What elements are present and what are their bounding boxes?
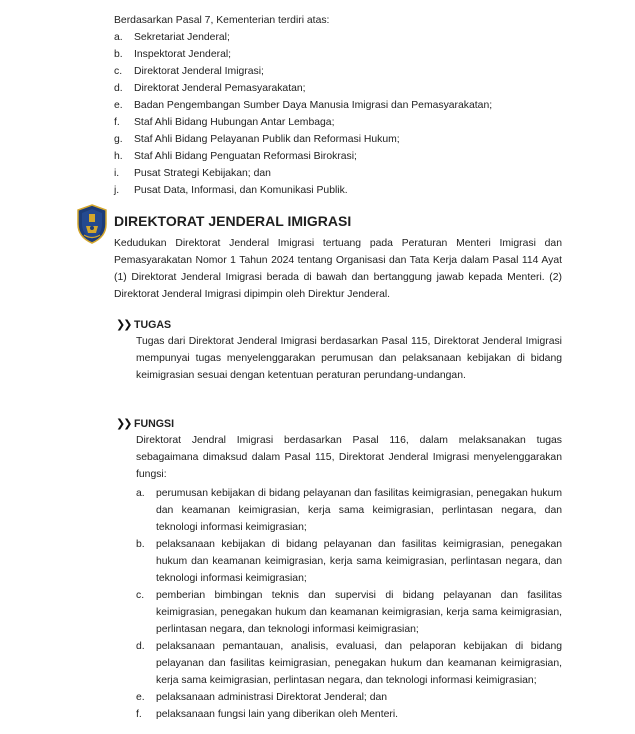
fungsi-block [136,432,562,723]
double-chevron-icon: ❯❯ [116,418,131,430]
fungsi-heading: ❯❯ FUNGSI [116,417,175,430]
intro-block [114,12,492,199]
organization-list [114,29,492,199]
section-description: Kedudukan Direktorat Jenderal Imigrasi tertuang pada Peraturan Menteri Imigrasi dan Pemasyarakatan Nomor 1 Tahun 2024 tentang Organisasi dan Tata Kerja dalam Pasal 114 Ayat (1) Direktorat Jenderal Imigrasi berada di bawah dan bertanggung jawab kepada Menteri. (2) Direktorat Jenderal Imigrasi dipimpin oleh Direktur Jenderal. [114,238,562,300]
list-item: e. pelaksanaan administrasi Direktorat Jenderal; dan [136,692,388,703]
list-item: i. Pusat Strategi Kebijakan; dan [114,168,271,179]
tugas-text: Tugas dari Direktorat Jenderal Imigrasi berdasarkan Pasal 115, Direktorat Jenderal Imigrasi mempunyai tugas menyelenggarakan perumusan dan pelaksanaan kebijakan di bidang keimigrasian sesuai dengan ketentuan peraturan perundang-undangan. [136,336,562,381]
section-title: DIREKTORAT JENDERAL IMIGRASI [114,213,352,229]
tugas-heading: ❯❯ TUGAS [116,318,172,331]
list-item: e. Badan Pengembangan Sumber Daya Manusia Imigrasi dan Pemasyarakatan; [114,100,493,111]
immigration-emblem-icon [76,204,108,244]
list-item: b. Inspektorat Jenderal; [114,49,232,60]
fungsi-intro: Direktorat Jendral Imigrasi berdasarkan Pasal 116, dalam melaksanakan tugas sebagaimana dimaksud dalam Pasal 115, Direktorat Jenderal Imigrasi menyelenggarakan fungsi: [136,435,562,480]
list-item: d. pelaksanaan pemantauan, analisis, evaluasi, dan pelaporan kebijakan di bidang pelayanan dan fasilitas keimigrasian, penegakan hukum dan keamanan keimigrasian, kerja sama keimigrasian, perlintasan negara, dan teknologi informasi keimigrasian; [136,641,562,686]
list-item: g. Staf Ahli Bidang Pelayanan Publik dan Reformasi Hukum; [114,134,400,145]
list-item: c. Direktorat Jenderal Imigrasi; [114,66,264,77]
list-item: f. pelaksanaan fungsi lain yang diberikan oleh Menteri. [136,709,399,720]
list-item: h. Staf Ahli Bidang Penguatan Reformasi Birokrasi; [114,151,357,162]
fungsi-list [136,485,562,723]
intro-text: Berdasarkan Pasal 7, Kementerian terdiri atas: [114,15,330,26]
list-item: f. Staf Ahli Bidang Hubungan Antar Lembaga; [114,117,335,128]
double-chevron-icon: ❯❯ [116,319,131,331]
list-item: c. pemberian bimbingan teknis dan supervisi di bidang pelayanan dan fasilitas keimigrasian, penegakan hukum dan keamanan keimigrasian, kerja sama keimigrasian, perlintasan negara, dan teknologi informasi keimigrasian; [136,590,562,635]
list-item: a. perumusan kebijakan di bidang pelayanan dan fasilitas keimigrasian, penegakan hukum dan keamanan keimigrasian, kerja sama keimigrasian, perlintasan negara, dan teknologi informasi keimigrasian; [136,488,562,533]
list-item: d. Direktorat Jenderal Pemasyarakatan; [114,83,306,94]
list-item: a. Sekretariat Jenderal; [114,32,230,43]
list-item: j. Pusat Data, Informasi, dan Komunikasi Publik. [114,185,348,196]
list-item: b. pelaksanaan kebijakan di bidang pelayanan dan fasilitas keimigrasian, penegakan hukum dan keamanan keimigrasian, kerja sama keimigrasian, perlintasan negara, dan teknologi informasi keimigrasian; [136,539,562,584]
